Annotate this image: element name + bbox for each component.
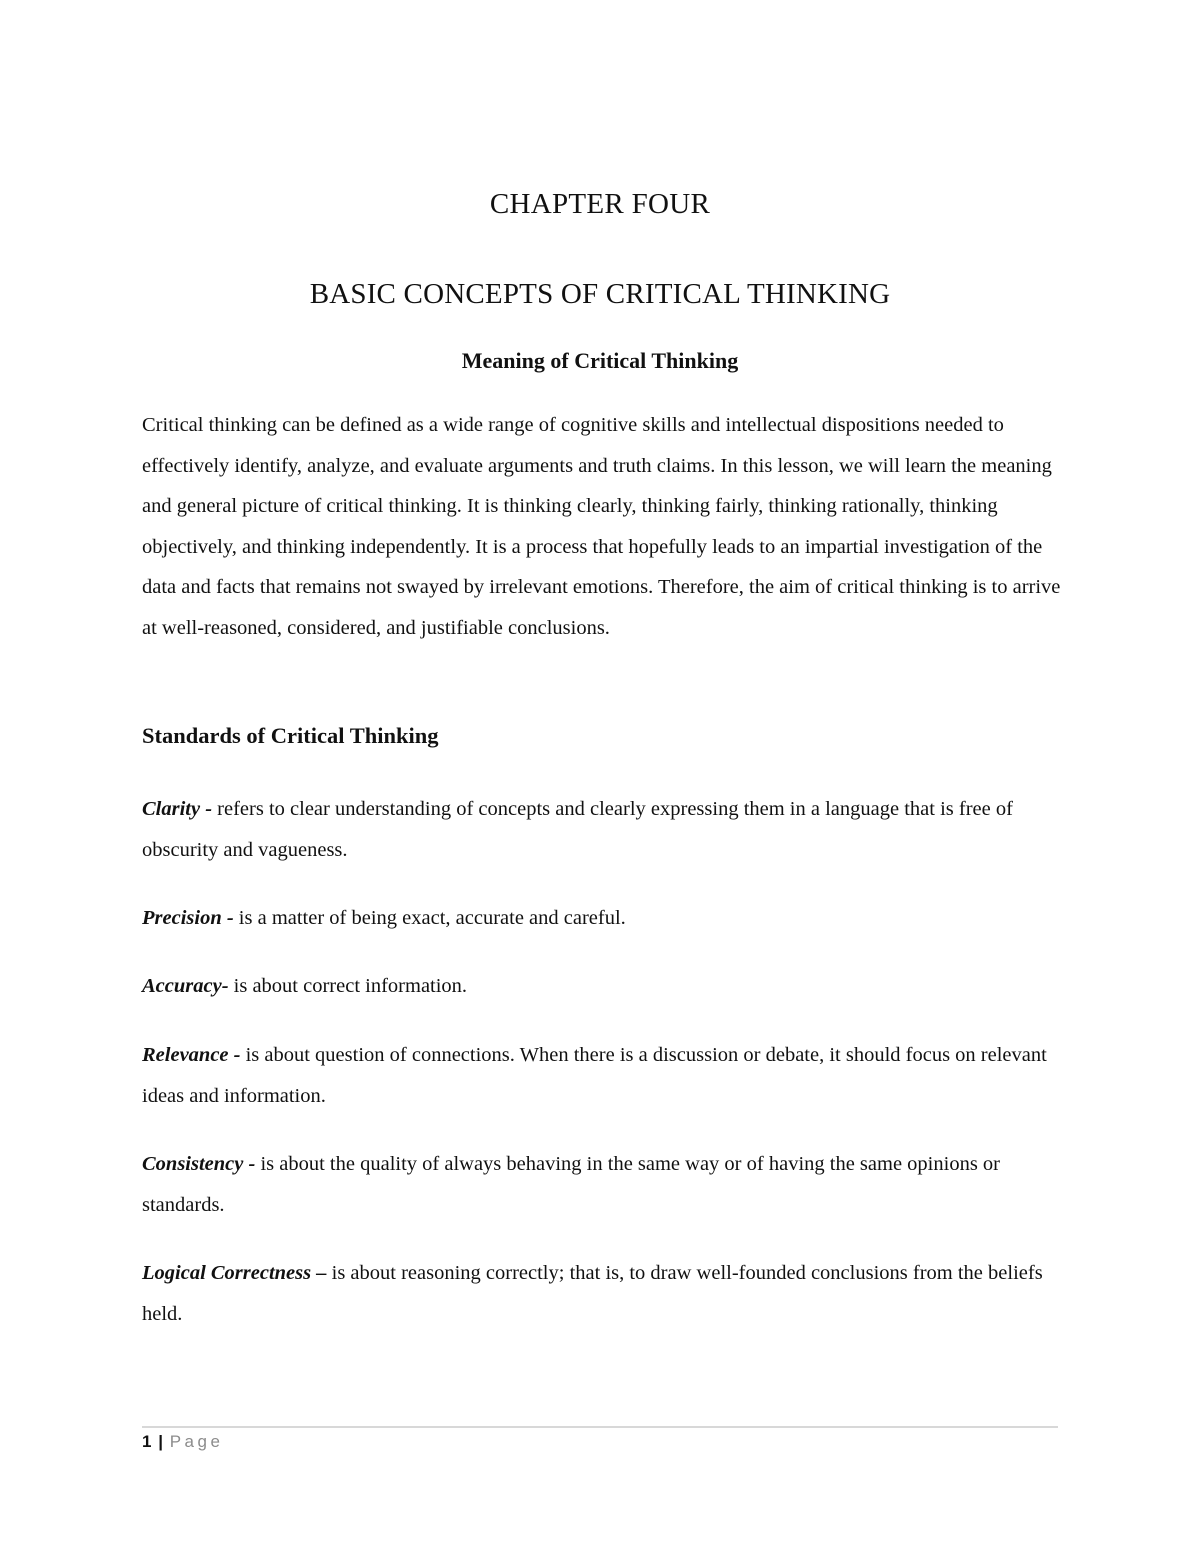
footer-separator: | [158,1432,163,1451]
standard-definition: is a matter of being exact, accurate and careful. [238,907,626,929]
standard-term: Relevance - [142,1044,246,1066]
meaning-heading: Meaning of Critical Thinking [461,348,739,373]
standards-heading: Standards of Critical Thinking [142,723,439,748]
footer-divider [142,1426,1058,1428]
meaning-paragraph: Critical thinking can be defined as a wide range of cognitive skills and intellectual dispositions needed to effectively identify, analyze, and evaluate arguments and truth claims. In this lesson, we will learn the meaning and general picture of critical thinking. It is thinking clearly, thinking fairly, thinking rationally, thinking objectively, and thinking independently. It is a process that hopefully leads to an impartial investigation of the data and facts that remains not swayed by irrelevant emotions. Therefore, the aim of critical thinking is to arrive at well-reasoned, considered, and justifiable conclusions. [142,414,1061,639]
standard-definition: is about correct information. [233,975,468,997]
standard-term: Logical Correctness – [142,1262,332,1284]
standard-logical-correctness [142,1253,1062,1334]
standard-term: Precision - [142,907,239,929]
standard-term: Consistency - [142,1153,261,1175]
standard-definition: is about the quality of always behaving in the same way or of having the same opinions or standards. [142,1153,1000,1216]
page-number: 1 [142,1432,152,1451]
chapter-label: CHAPTER FOUR [489,188,711,220]
standard-relevance [142,1035,1062,1116]
standard-definition: refers to clear understanding of concepts and clearly expressing them in a language that is free of obscurity and vagueness. [142,798,1013,861]
chapter-title: BASIC CONCEPTS OF CRITICAL THINKING [309,278,891,310]
standard-term: Clarity - [142,798,218,820]
standard-accuracy [142,966,1062,1007]
page-footer [142,1432,223,1452]
standard-definition: is about question of connections. When there is a discussion or debate, it should focus on relevant ideas and information. [142,1044,1047,1107]
standard-clarity [142,789,1062,870]
page-label: Page [169,1432,224,1451]
standard-precision [142,898,1062,939]
standard-term: Accuracy- [142,975,234,997]
standard-consistency [142,1144,1062,1225]
standard-definition: is about reasoning correctly; that is, to draw well-founded conclusions from the beliefs held. [142,1262,1043,1325]
